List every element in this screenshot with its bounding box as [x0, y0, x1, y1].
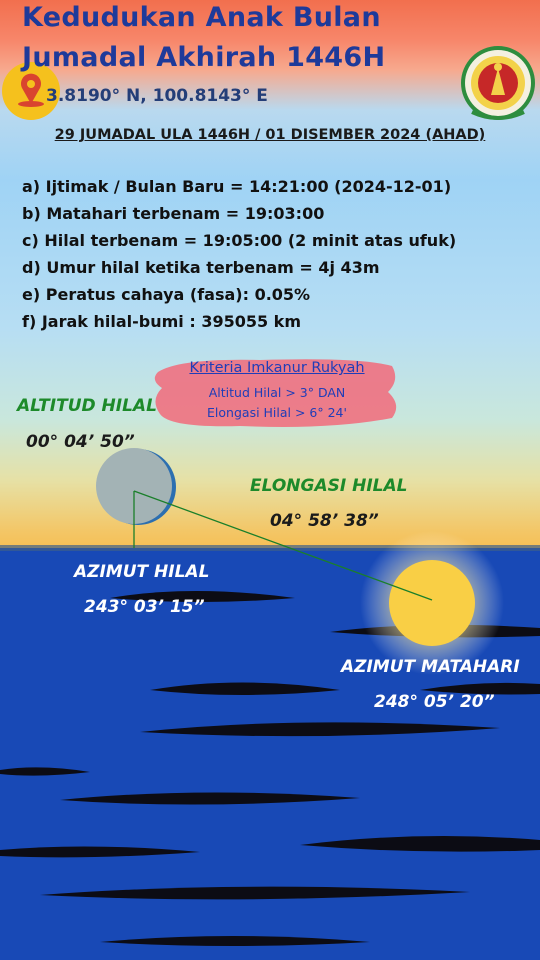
info-item-moon-age: d) Umur hilal ketika terbenam = 4j 43m — [22, 258, 380, 277]
criteria-elongation: Elongasi Hilal > 6° 24' — [207, 405, 347, 420]
altitude-value: 00° 04’ 50” — [26, 432, 135, 452]
info-item-distance: f) Jarak hilal-bumi : 395055 km — [22, 312, 301, 331]
wave — [40, 887, 470, 900]
elongation-line — [134, 491, 432, 600]
info-item-sunset: b) Matahari terbenam = 19:03:00 — [22, 204, 325, 223]
sun-azimuth-value: 248° 05’ 20” — [374, 692, 495, 712]
info-item-conjunction: a) Ijtimak / Bulan Baru = 14:21:00 (2024-12-01) — [22, 177, 452, 196]
date-heading: 29 JUMADAL ULA 1446H / 01 DISEMBER 2024 (AHAD) — [54, 127, 486, 143]
moon-azimuth-value: 243° 03’ 15” — [84, 597, 205, 617]
criteria-title: Kriteria Imkanur Rukyah — [189, 360, 365, 376]
altitude-label: ALTITUD HILAL — [17, 396, 157, 416]
elongation-value: 04° 58’ 38” — [270, 511, 379, 531]
wave — [0, 846, 200, 857]
title-line-2: Jumadal Akhirah 1446H — [22, 42, 386, 73]
wave — [0, 767, 90, 775]
moon-azimuth-label: AZIMUT HILAL — [74, 562, 210, 582]
title-line-1: Kedudukan Anak Bulan — [22, 2, 381, 33]
wave — [100, 936, 370, 946]
wave — [150, 683, 340, 696]
wave — [140, 722, 500, 736]
sun — [389, 560, 475, 646]
coordinates-text: 3.8190° N, 100.8143° E — [46, 86, 268, 106]
wave — [300, 836, 540, 852]
info-item-illumination: e) Peratus cahaya (fasa): 0.05% — [22, 285, 311, 304]
criteria-altitude: Altitud Hilal > 3° DAN — [208, 385, 346, 400]
wave — [60, 792, 360, 804]
state-emblem-logo — [461, 46, 535, 120]
sun-azimuth-label: AZIMUT MATAHARI — [341, 657, 520, 677]
elongation-label: ELONGASI HILAL — [250, 476, 408, 496]
info-item-moonset: c) Hilal terbenam = 19:05:00 (2 minit atas ufuk) — [22, 231, 457, 250]
info-list — [22, 177, 456, 339]
